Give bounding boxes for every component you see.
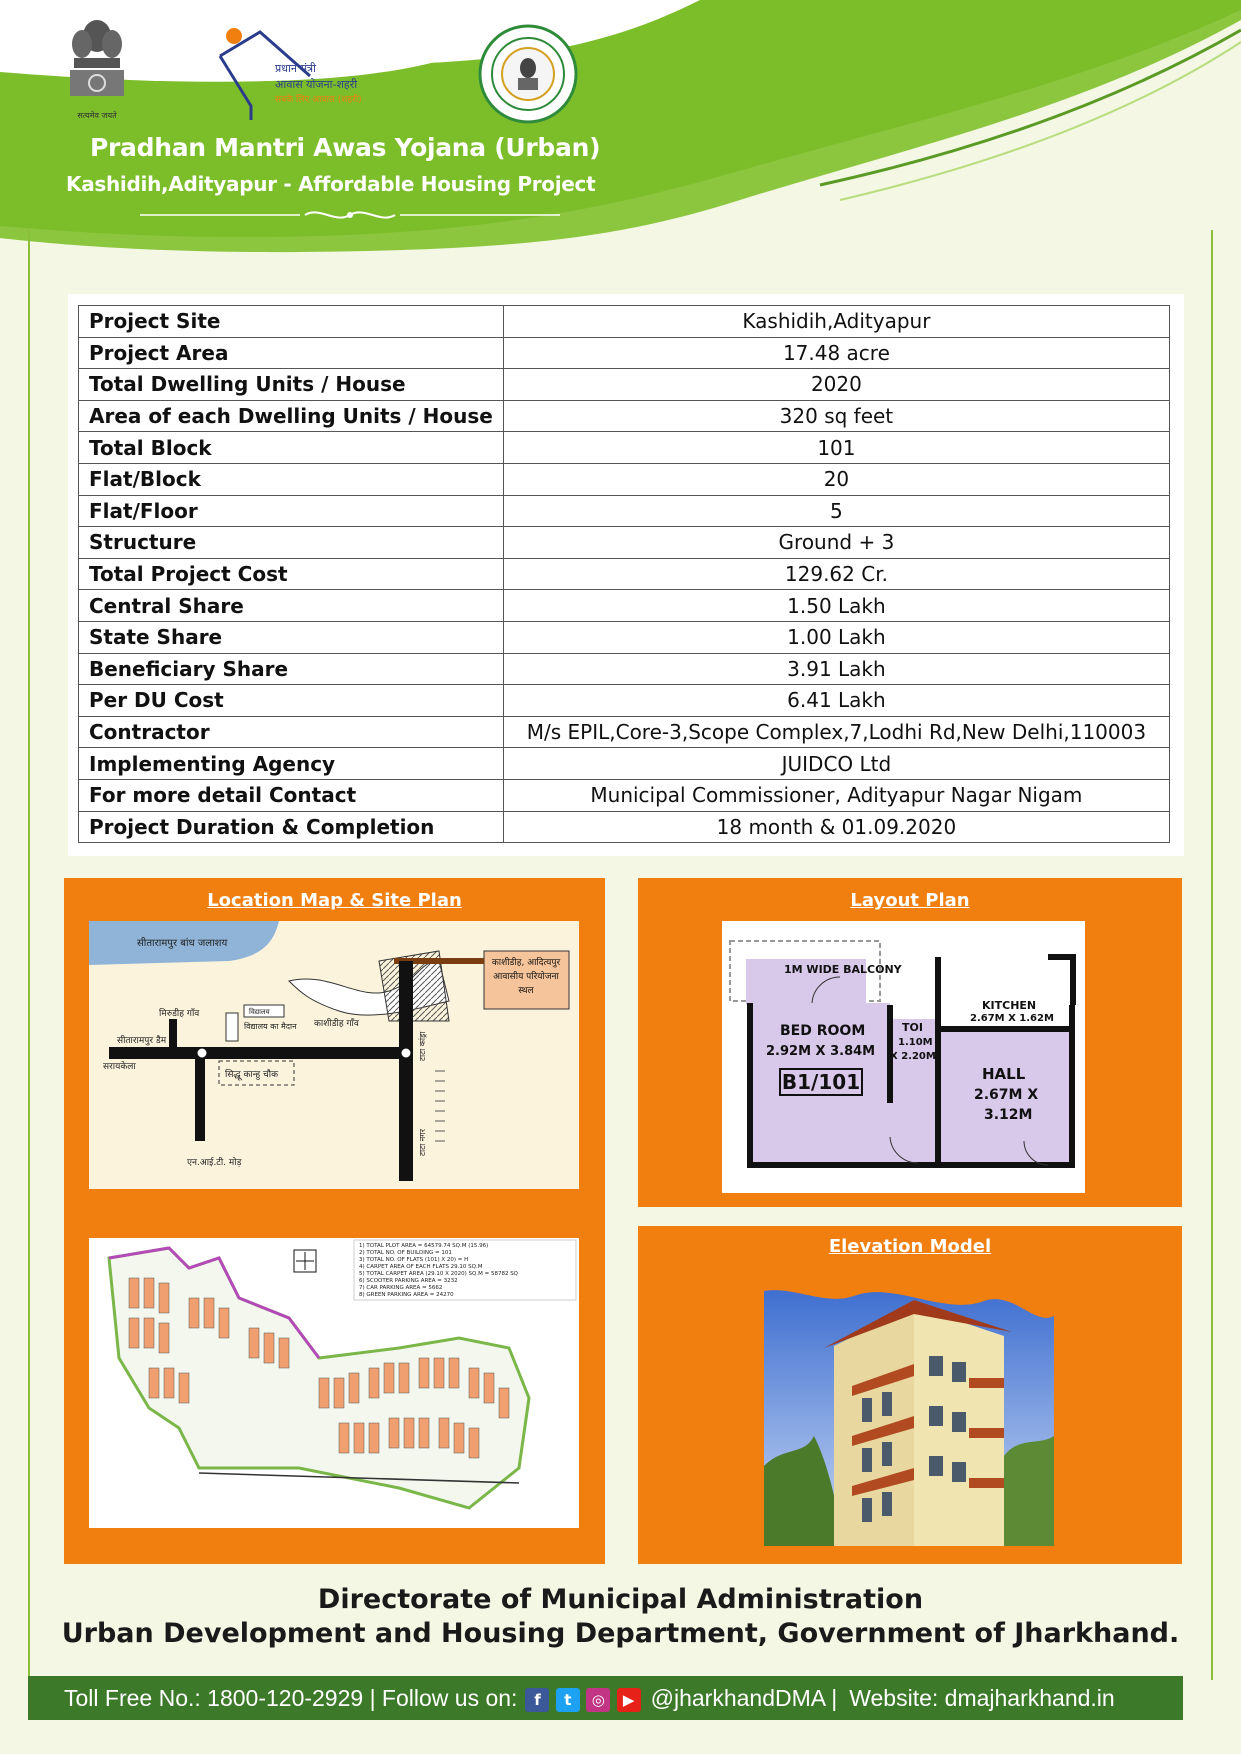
row-label: Implementing Agency (79, 748, 504, 780)
row-label: State Share (79, 621, 504, 653)
site-plan-note: 6) SCOOTER PARKING AREA = 3232 (359, 1278, 458, 1284)
row-value: M/s EPIL,Core-3,Scope Complex,7,Lodhi Rd,New Delhi,110003 (503, 716, 1169, 748)
map-village2: काशीडीह गाँव (314, 1019, 359, 1029)
layout-plan-panel (638, 878, 1182, 1207)
pmay-logo-line3: सबके लिए आवास (शहरी) (275, 95, 362, 105)
location-map-title: Location Map & Site Plan (207, 890, 462, 911)
row-value: Kashidih,Adityapur (503, 306, 1169, 338)
map-village1: मिरुडीह गाँव (159, 1009, 200, 1019)
row-value: 5 (503, 495, 1169, 527)
elevation-render (764, 1286, 1054, 1546)
twitter-icon[interactable]: t (556, 1688, 580, 1712)
row-label: Per DU Cost (79, 685, 504, 717)
map-chowk: सिद्धू कान्हु चौक (225, 1070, 278, 1080)
row-label: Area of each Dwelling Units / House (79, 400, 504, 432)
table-row (79, 621, 1170, 653)
site-plan-note: 7) CAR PARKING AREA = 5662 (359, 1285, 443, 1291)
floor-plan (722, 921, 1085, 1193)
plan-hall: HALL (982, 1065, 1026, 1083)
pmay-logo-line1: प्रधान मंत्री (275, 62, 316, 75)
row-value: 2020 (503, 369, 1169, 401)
layout-plan-title: Layout Plan (850, 890, 970, 911)
pmay-logo-line2: आवास योजना-शहरी (275, 78, 358, 91)
elevation-title: Elevation Model (828, 1236, 992, 1257)
table-row (79, 463, 1170, 495)
table-row (79, 495, 1170, 527)
social-handle[interactable]: @jharkhandDMA | (650, 1684, 838, 1711)
youtube-icon[interactable]: ▶ (617, 1688, 641, 1712)
site-plan-note: 8) GREEN PARKING AREA = 24270 (359, 1292, 454, 1298)
table-row (79, 558, 1170, 590)
table-row (79, 716, 1170, 748)
site-plan-note: 1) TOTAL PLOT AREA = 64579.74 SQ.M (15.96) (359, 1243, 489, 1249)
table-row (79, 400, 1170, 432)
plan-kitchen-size: 2.67M X 1.62M (970, 1013, 1054, 1024)
map-site-line3: स्थल (518, 986, 534, 996)
contact-bar (28, 1676, 1183, 1720)
map-road2: टाटा नगर (418, 1129, 427, 1156)
elevation-panel (638, 1226, 1182, 1564)
row-label: Project Area (79, 337, 504, 369)
plan-hall-size2: 3.12M (984, 1107, 1033, 1123)
social-icons (525, 1684, 640, 1712)
table-row (79, 748, 1170, 780)
map-nit-mod: एन.आई.टी. मोड़ (187, 1158, 242, 1168)
project-details-table (78, 305, 1170, 843)
table-row (79, 685, 1170, 717)
row-label: Central Share (79, 590, 504, 622)
plan-bedroom-size: 2.92M X 3.84M (766, 1044, 876, 1059)
row-label: Contractor (79, 716, 504, 748)
plan-toilet-size2: X 2.20M (890, 1051, 936, 1062)
plan-hall-size1: 2.67M X (974, 1087, 1039, 1103)
row-value: Ground + 3 (503, 527, 1169, 559)
table-row (79, 590, 1170, 622)
row-label: Project Site (79, 306, 504, 338)
row-value: 20 (503, 463, 1169, 495)
map-saraikela: सरायकेला (103, 1062, 136, 1072)
plan-balcony: 1M WIDE BALCONY (784, 963, 902, 976)
row-value: 17.48 acre (503, 337, 1169, 369)
location-map-panel (64, 878, 605, 1564)
site-plan-note: 5) TOTAL CARPET AREA (29.10 X 2020) SQ.M = 58782 SQ (359, 1271, 519, 1277)
map-site-line1: काशीडीह, आदित्यपुर (491, 958, 561, 968)
map-road1: टाटा कांड्रा (418, 1031, 427, 1061)
plan-bedroom: BED ROOM (780, 1023, 866, 1039)
site-plan-note: 4) CARPET AREA OF EACH FLATS 29.10 SQ.M (359, 1264, 483, 1270)
row-value: 101 (503, 432, 1169, 464)
row-value: 320 sq feet (503, 400, 1169, 432)
row-value: 1.00 Lakh (503, 621, 1169, 653)
site-plan (89, 1238, 579, 1528)
map-sitarampur: सीतारामपुर डैम (117, 1036, 167, 1046)
row-value: 6.41 Lakh (503, 685, 1169, 717)
map-school-ground: विद्यालय का मैदान (244, 1022, 297, 1031)
row-value: 1.50 Lakh (503, 590, 1169, 622)
header-subtitle: Kashidih,Adityapur - Affordable Housing Project (66, 172, 596, 196)
row-label: Flat/Block (79, 463, 504, 495)
row-label: Beneficiary Share (79, 653, 504, 685)
table-row (79, 337, 1170, 369)
row-label: Project Duration & Completion (79, 811, 504, 843)
project-details-card (68, 294, 1184, 856)
table-row (79, 779, 1170, 811)
plan-unit: B1/101 (781, 1070, 861, 1094)
map-site-line2: आवासीय परियोजना (493, 972, 559, 982)
ornamental-divider (140, 206, 560, 224)
location-map (89, 921, 579, 1189)
footer-directorate: Directorate of Municipal Administration (317, 1584, 924, 1615)
instagram-icon[interactable]: ◎ (586, 1688, 610, 1712)
row-value: 129.62 Cr. (503, 558, 1169, 590)
table-row (79, 653, 1170, 685)
table-row (79, 432, 1170, 464)
pmay-logo (215, 28, 385, 120)
site-plan-note: 2) TOTAL NO. OF BUILDING = 101 (359, 1250, 452, 1256)
map-lake-label: सीतारामपुर बांध जलाशय (137, 938, 228, 949)
footer-department: Urban Development and Housing Department, Government of Jharkhand. (61, 1618, 1180, 1649)
table-row (79, 369, 1170, 401)
row-label: Total Project Cost (79, 558, 504, 590)
plan-kitchen: KITCHEN (982, 999, 1037, 1012)
header-title: Pradhan Mantri Awas Yojana (Urban) (90, 133, 601, 162)
toll-free-text: Toll Free No.: 1800-120-2929 | Follow us on: (64, 1684, 518, 1711)
row-value: Municipal Commissioner, Adityapur Nagar Nigam (503, 779, 1169, 811)
website-link[interactable]: Website: dmajharkhand.in (849, 1684, 1115, 1711)
row-label: Total Block (79, 432, 504, 464)
jharkhand-seal-icon (478, 24, 578, 124)
row-label: Flat/Floor (79, 495, 504, 527)
table-row (79, 811, 1170, 843)
row-label: For more detail Contact (79, 779, 504, 811)
row-value: 18 month & 01.09.2020 (503, 811, 1169, 843)
row-label: Structure (79, 527, 504, 559)
plan-toilet: TOI (902, 1021, 923, 1034)
national-emblem-icon (62, 14, 132, 124)
site-plan-note: 3) TOTAL NO. OF FLATS (101) X 20) = H (359, 1257, 469, 1263)
facebook-icon[interactable]: f (525, 1688, 549, 1712)
row-value: JUIDCO Ltd (503, 748, 1169, 780)
table-row (79, 527, 1170, 559)
row-label: Total Dwelling Units / House (79, 369, 504, 401)
table-row (79, 306, 1170, 338)
row-value: 3.91 Lakh (503, 653, 1169, 685)
map-school: विद्यालय (249, 1008, 270, 1016)
plan-toilet-size1: 1.10M (898, 1037, 933, 1048)
emblem-caption: सत्यमेव जयते (77, 111, 117, 120)
